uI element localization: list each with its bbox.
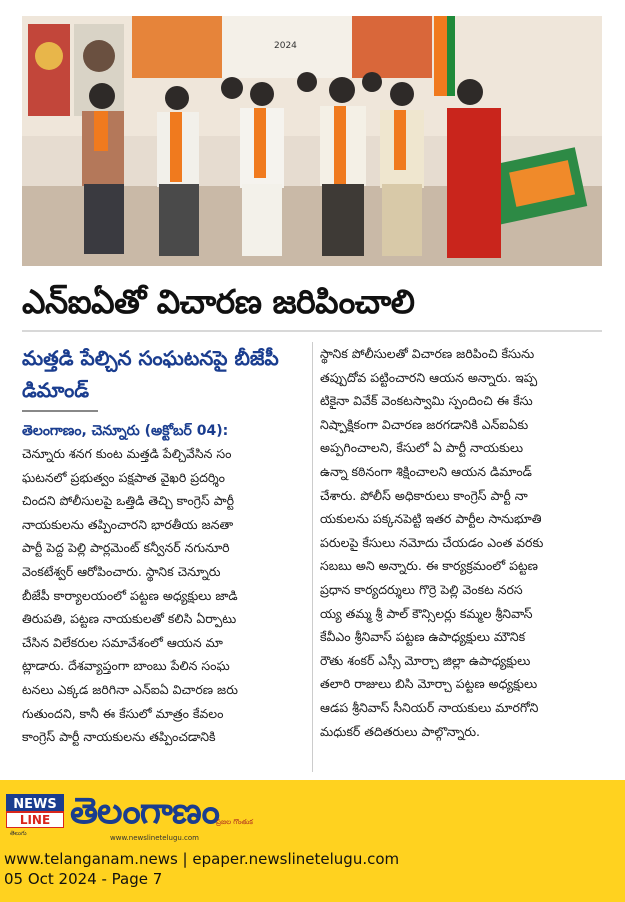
headline-divider [22,330,602,332]
body-line: కాంగ్రెస్ పార్టీ నాయకులను తప్పించడానికి [22,729,216,745]
subheadline-underline [22,410,98,412]
body-line: బీజేపీ కార్యాలయంలో పట్టణ అధ్యక్షులు జాడి [22,587,238,603]
article-left-column [22,342,306,749]
masthead-tagline: ప్రజల గొంతుక [216,818,253,826]
news-photo-illustration [22,16,602,266]
column-divider [312,342,313,772]
body-line: టనలు ఎక్కడ జరిగినా ఎన్ఐఏ విచారణ జరు [22,681,238,697]
body-line: చేశారు. పోలీస్ అధికారులు కాంగ్రెస్ పార్టీ నా [320,487,528,503]
body-line: కేవీఎం శ్రీనివాస్ పట్టణ ఉపాధ్యక్షులు మౌనిక [320,629,526,645]
body-line: రౌతు శంకర్ ఎస్సీ మోర్చా జిల్లా ఉపాధ్యక్షులు [320,652,531,668]
body-line: నాయకులను తప్పించారని భారతీయ జనతా [22,516,234,532]
body-line: వెంకటేశ్వర్ ఆరోపించారు. స్థానిక చెన్నూరు [22,563,221,579]
body-line: ట్లాడారు. దేశవ్యాప్తంగా బాంబు పేలిన సంఘ [22,658,230,674]
body-line: అప్పగించాలని, కేసులో ఏ పార్టీ నాయకులు [320,440,524,456]
body-line: చేసిన విలేకరుల సమావేశంలో ఆయన మా [22,634,223,650]
masthead-logo: తెలంగాణం [70,791,219,832]
left-column-text [22,442,306,749]
body-line: మధుకర్ తదితరులు పాల్గొన్నారు. [320,723,480,739]
body-line: ఘటనలో ప్రభుత్వం పక్షపాత వైఖరి ప్రదర్శిం [22,469,226,485]
body-line: యకులను పక్కనపెట్టి ఇతర పార్టీల సానుభూతి [320,511,542,527]
body-line: య్య తమ్మ శ్రీ పాల్ కౌన్సిలర్లు కమ్మల శ్రీనివాస్ [320,605,533,621]
news-logo-top: NEWS [13,797,57,812]
news-logo-sub: తెలుగు [10,830,27,837]
subheadline-line-2: డిమాండ్ [22,378,90,402]
body-line: చెన్నూరు శనగ కుంట మత్తడి పేల్చివేసిన సం [22,446,232,461]
article-right-column [320,342,603,743]
body-line: చిందని పోలీసులపై ఒత్తిడి తెచ్చి కాంగ్రెస్ పార్టీ [22,493,234,509]
banner-year: 2024 [274,41,297,51]
body-line: తప్పుదోవ పట్టించారని ఆయన అన్నారు. ఇప్ప [320,369,538,385]
body-line: సబబు అని అన్నారు. ఈ కార్యక్రమంలో పట్టణ [320,558,538,574]
headline: ఎన్ఐఏతో విచారణ జరిపించాలి [22,282,415,321]
body-line: తిరుపతి, పట్టణ నాయకులతో కలిసి ఏర్పాటు [22,611,237,627]
body-line: ఆడప శ్రీనివాస్ సీనియర్ నాయకులు మారగోని [320,699,539,715]
body-line: ఉన్నా కఠినంగా శిక్షించాలని ఆయన డిమాండ్ [320,463,532,479]
body-line: పరులపై కేసులు నమోదు చేయడం ఎంత వరకు [320,534,544,550]
body-line: గుతుందని, కానీ ఈ కేసులో మాత్రం కేవలం [22,705,224,721]
subheadline [22,342,306,406]
body-line: టికైనా వివేక్ వెంకటస్వామి స్పందించి ఈ కేసు [320,393,533,409]
body-line: పార్టీ పెద్ద పెల్లి పార్లమెంట్ కన్వీనర్ నగునూరి [22,540,230,556]
news-logo-bottom: LINE [19,813,51,827]
footer-sites: www.telanganam.news | epaper.newslinetelugu.com [4,850,400,868]
footer-date-page: 05 Oct 2024 - Page 7 [4,870,163,888]
dateline: తెలంగాణం, చెన్నూరు (అక్టోబర్ 04): [22,423,229,439]
body-line: నిష్పాక్షికంగా విచారణ జరగడానికి ఎన్ఐఏకు [320,416,529,432]
body-line: ప్రధాన కార్యదర్శులు గొర్రె పెల్లి వెంకట నరస [320,581,523,597]
body-line: స్థానిక పోలీసులతో విచారణ జరిపించి కేసును [320,346,535,361]
news-photo [22,16,602,266]
subheadline-line-1: మత్తడి పేల్చిన సంఘటనపై బీజేపీ [22,346,279,370]
masthead-url: www.newslinetelugu.com [110,834,199,842]
body-line: తలారి రాజులు బిసి మోర్చా పట్టణ అధ్యక్షులు [320,676,538,692]
right-column-text [320,342,603,743]
newsline-logo [6,794,64,828]
